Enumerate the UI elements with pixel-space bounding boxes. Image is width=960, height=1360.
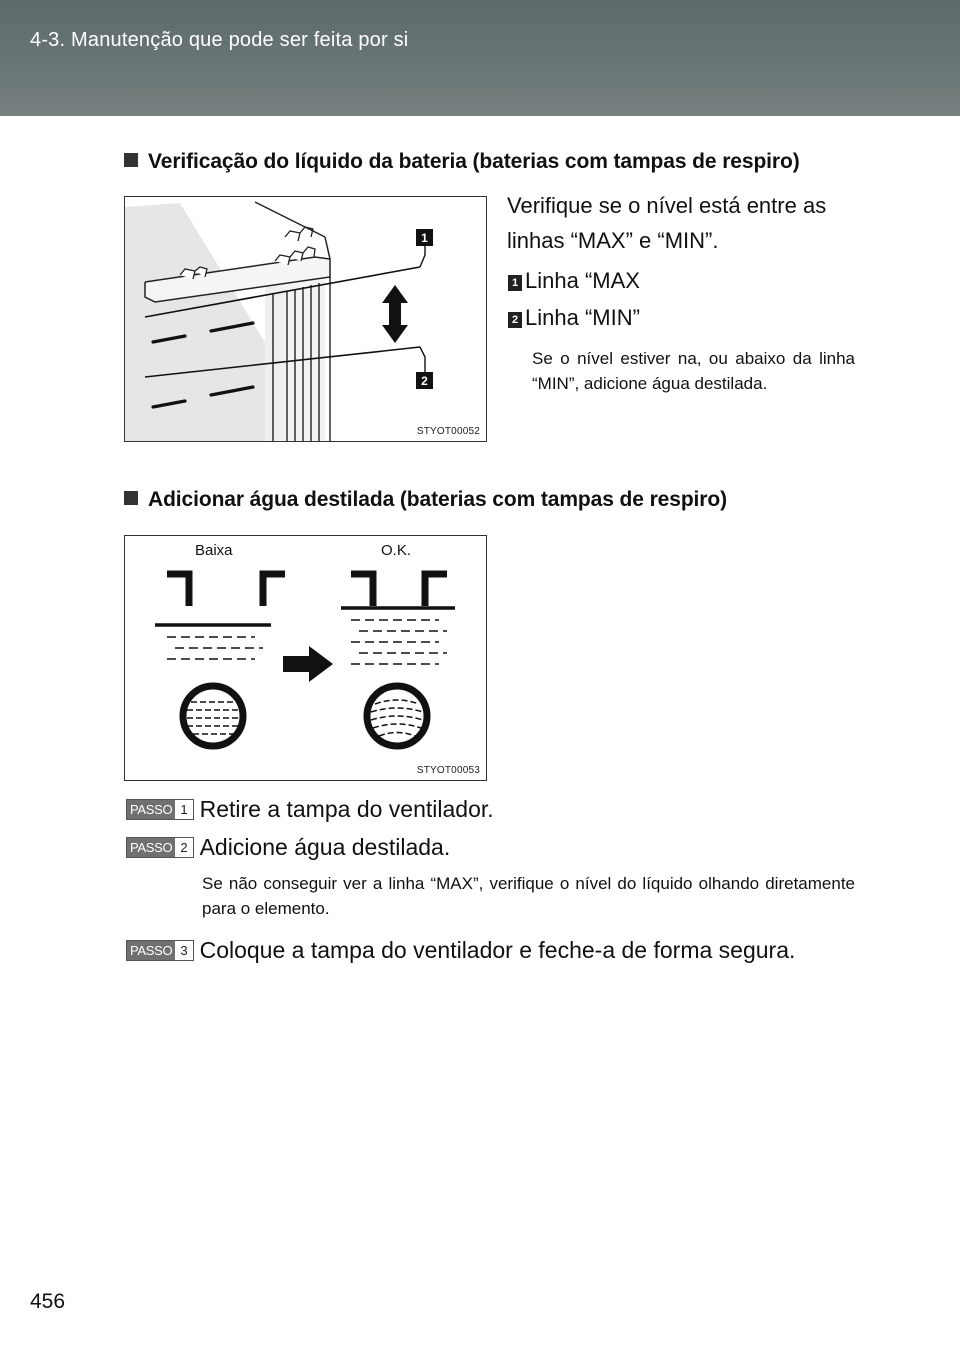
square-bullet-icon (124, 491, 138, 505)
section-heading-text: Adicionar água destilada (baterias com tampas de respiro) (148, 488, 727, 511)
section-heading-add-water (124, 488, 727, 512)
chapter-title: 4-3. Manutenção que pode ser feita por si (30, 29, 409, 51)
number-2-icon: 2 (508, 312, 522, 328)
page-header (0, 0, 960, 116)
step-badge-label: PASSO (127, 838, 175, 857)
water-level-illustration (125, 536, 486, 780)
page-number: 456 (30, 1290, 66, 1313)
square-bullet-icon (124, 153, 138, 167)
number-1-icon: 1 (508, 275, 522, 291)
water-level-figure (124, 535, 487, 781)
list-item-min (508, 305, 640, 331)
callout-1: 1 (421, 231, 428, 245)
figure-code: STYOT00052 (416, 426, 480, 437)
label-low: Baixa (195, 542, 233, 559)
callout-2: 2 (421, 374, 428, 388)
step-badge-number: 3 (175, 941, 192, 960)
step-2-note: Se não conseguir ver a linha “MAX”, verifique o nível do líquido olhando diretamente para o elemento. (202, 874, 855, 918)
check-instruction: Verifique se o nível está entre as linhas “MAX” e “MIN”. (507, 193, 827, 253)
battery-illustration (125, 197, 486, 441)
step-text: Retire a tampa do ventilador. (199, 796, 494, 822)
level-note: Se o nível estiver na, ou abaixo da linha “MIN”, adicione água destilada. (532, 349, 855, 393)
step-badge-number: 2 (175, 838, 192, 857)
list-item-max (508, 268, 640, 294)
figure-code: STYOT00053 (416, 765, 480, 776)
step-badge-label: PASSO (127, 800, 175, 819)
list-item-label: Linha “MIN” (525, 305, 640, 330)
section-heading-check-fluid (124, 150, 800, 174)
battery-level-figure (124, 196, 487, 442)
step-2 (126, 834, 450, 861)
step-badge-label: PASSO (127, 941, 175, 960)
step-3 (126, 937, 795, 964)
list-item-label: Linha “MAX (525, 268, 640, 293)
label-ok: O.K. (381, 542, 412, 559)
section-heading-text: Verificação do líquido da bateria (baterias com tampas de respiro) (148, 150, 800, 173)
step-text: Coloque a tampa do ventilador e feche-a de forma segura. (199, 937, 796, 963)
step-badge (126, 837, 194, 858)
step-1 (126, 796, 494, 823)
step-badge (126, 940, 194, 961)
step-text: Adicione água destilada. (199, 834, 451, 860)
step-badge (126, 799, 194, 820)
step-badge-number: 1 (175, 800, 192, 819)
